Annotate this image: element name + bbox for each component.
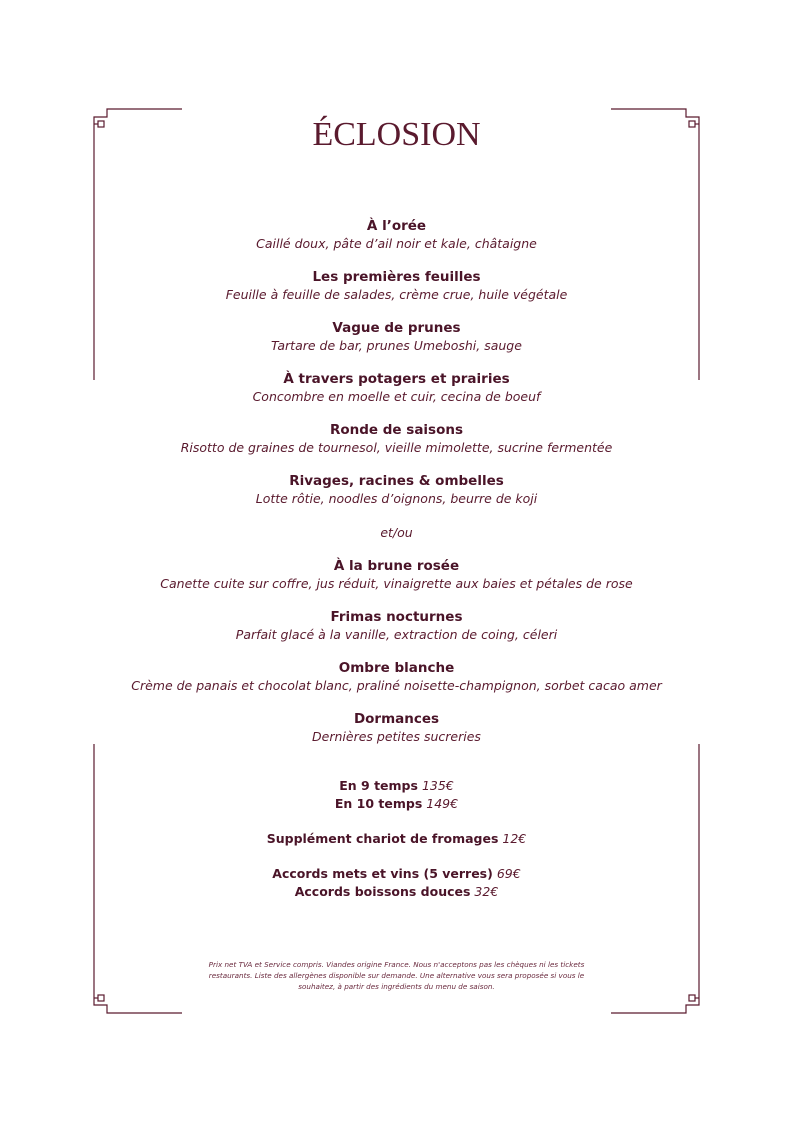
course-name: Ronde de saisons bbox=[329, 422, 464, 438]
course-item bbox=[0, 218, 793, 252]
course-name: Ombre blanche bbox=[338, 660, 455, 676]
course-description: Tartare de bar, prunes Umeboshi, sauge bbox=[271, 338, 522, 353]
price-line bbox=[0, 777, 793, 795]
price-value: 69€ bbox=[496, 866, 521, 881]
price-line bbox=[0, 795, 793, 813]
price-line bbox=[0, 830, 793, 848]
course-name: Dormances bbox=[353, 711, 440, 727]
course-description: Lotte rôtie, noodles d’oignons, beurre de koji bbox=[255, 491, 538, 506]
course-description: Dernières petites sucreries bbox=[312, 729, 481, 744]
course-name: Vague de prunes bbox=[332, 320, 461, 336]
course-item bbox=[0, 711, 793, 745]
course-name: Rivages, racines & ombelles bbox=[289, 473, 504, 489]
course-item bbox=[0, 609, 793, 643]
course-item bbox=[0, 660, 793, 694]
footer-note: Prix net TVA et Service compris. Viandes origine France. Nous n'acceptons pas les chèques ni les tickets restaurants. Liste des allergènes disponible sur demande. Une alternative vous sera proposée si vous le souhaitez, à partir des ingrédients du menu de saison. bbox=[208, 960, 585, 991]
price-line bbox=[0, 883, 793, 901]
course-item bbox=[0, 558, 793, 592]
course-item bbox=[0, 371, 793, 405]
course-name: À travers potagers et prairies bbox=[283, 371, 510, 387]
course-description: Concombre en moelle et cuir, cecina de boeuf bbox=[252, 389, 541, 404]
price-value: 32€ bbox=[474, 884, 499, 899]
price-label: Supplément chariot de fromages bbox=[266, 831, 499, 846]
course-item bbox=[0, 473, 793, 507]
course-name: À l’orée bbox=[366, 218, 427, 234]
price-label: Accords boissons douces bbox=[294, 884, 471, 899]
menu-courses bbox=[0, 218, 793, 762]
course-separator: et/ou bbox=[380, 525, 413, 540]
price-label: En 9 temps bbox=[339, 778, 418, 793]
price-label: En 10 temps bbox=[334, 796, 423, 811]
price-line bbox=[0, 865, 793, 883]
course-description: Feuille à feuille de salades, crème crue, huile végétale bbox=[225, 287, 568, 302]
course-description: Crème de panais et chocolat blanc, praliné noisette-champignon, sorbet cacao amer bbox=[131, 678, 662, 693]
price-label: Accords mets et vins (5 verres) bbox=[272, 866, 493, 881]
price-value: 149€ bbox=[426, 796, 459, 811]
course-name: Frimas nocturnes bbox=[330, 609, 463, 625]
course-item bbox=[0, 422, 793, 456]
course-name: À la brune rosée bbox=[333, 558, 460, 574]
course-description: Risotto de graines de tournesol, vieille mimolette, sucrine fermentée bbox=[180, 440, 613, 455]
price-value: 12€ bbox=[502, 831, 527, 846]
course-description: Caillé doux, pâte d’ail noir et kale, châtaigne bbox=[256, 236, 537, 251]
course-description: Parfait glacé à la vanille, extraction de coing, céleri bbox=[235, 627, 558, 642]
price-list bbox=[0, 777, 793, 901]
course-description: Canette cuite sur coffre, jus réduit, vinaigrette aux baies et pétales de rose bbox=[160, 576, 633, 591]
course-item bbox=[0, 320, 793, 354]
course-name: Les premières feuilles bbox=[312, 269, 481, 285]
page-title: ÉCLOSION bbox=[312, 116, 481, 153]
price-value: 135€ bbox=[421, 778, 454, 793]
course-item bbox=[0, 269, 793, 303]
